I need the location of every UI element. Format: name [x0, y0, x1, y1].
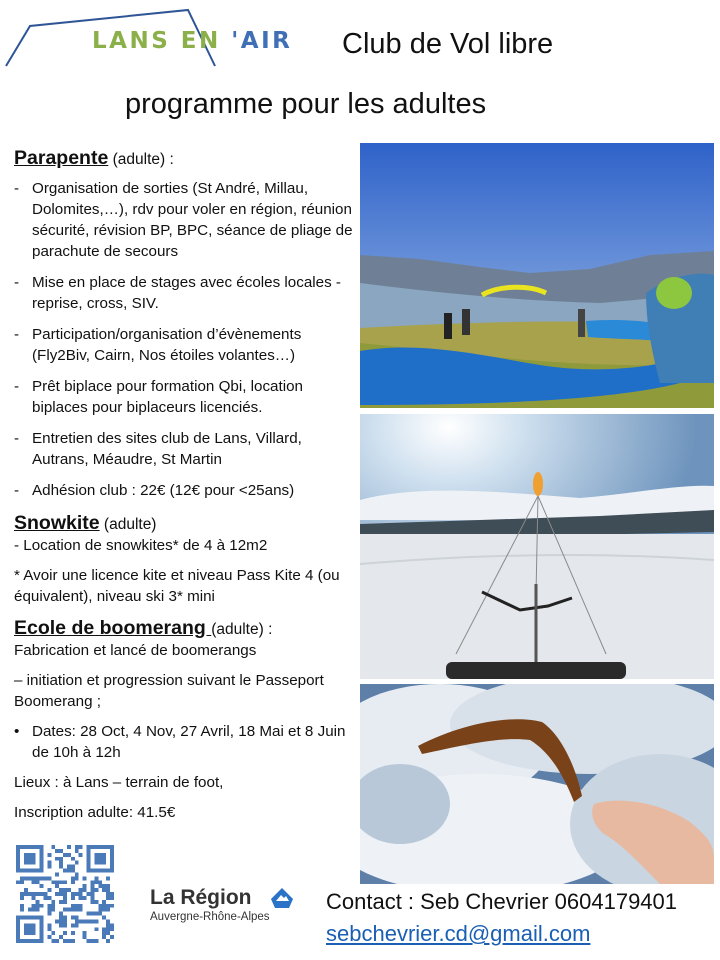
boomerang-heading-row — [14, 616, 354, 640]
program-text-column — [14, 146, 354, 832]
snowkite-heading: Snowkite — [14, 512, 100, 534]
parapente-item: - Prêt biplace pour formation Qbi, location biplaces pour biplaceurs licenciés. — [14, 376, 354, 418]
snowkite-note: (adulte) — [99, 516, 157, 533]
parapente-item: - Mise en place de stages avec écoles locales -reprise, cross, SIV. — [14, 272, 354, 314]
club-title: Club de Vol libre — [342, 28, 554, 60]
parapente-heading-row — [14, 146, 354, 170]
boomerang-dates-list — [14, 721, 354, 763]
snowkite-photo — [360, 414, 714, 679]
program-subtitle: programme pour les adultes — [125, 88, 487, 120]
boomerang-fabrication: Fabrication et lancé de boomerangs — [14, 642, 257, 659]
snowkite-heading-row — [14, 511, 354, 535]
boomerang-location: Lieux : à Lans – terrain de foot, — [14, 774, 224, 791]
snowkite-requirement: * Avoir une licence kite et niveau Pass Kite 4 (ou équivalent), niveau ski 3* mini — [14, 567, 340, 605]
boomerang-note: (adulte) : — [211, 621, 273, 638]
paragliding-photo — [360, 143, 714, 408]
region-name: La Région — [150, 886, 252, 909]
parapente-heading: Parapente — [14, 147, 109, 169]
snowkite-rental: - Location de snowkites* de 4 à 12m2 — [14, 537, 268, 554]
parapente-item: - Participation/organisation d’évènements (Fly2Biv, Cairn, Nos étoiles volantes…) — [14, 324, 354, 366]
logo-text-part2: 'AIR — [231, 28, 293, 54]
parapente-item: - Entretien des sites club de Lans, Villard, Autrans, Méaudre, St Martin — [14, 428, 354, 470]
boomerang-registration: Inscription adulte: 41.5€ — [14, 804, 176, 821]
lans-en-lair-logo — [92, 28, 292, 54]
qr-code[interactable] — [16, 845, 114, 943]
region-logo — [150, 886, 270, 923]
parapente-list — [14, 178, 354, 501]
parapente-note: (adulte) : — [108, 151, 174, 168]
logo-text-part1: LANS EN — [92, 28, 232, 54]
boomerang-dates: • Dates: 28 Oct, 4 Nov, 27 Avril, 18 Mai et 8 Juin de 10h à 12h — [14, 721, 354, 763]
contact-info: Contact : Seb Chevrier 0604179401 — [326, 889, 678, 914]
boomerang-initiation: – initiation et progression suivant le Passeport Boomerang ; — [14, 672, 324, 710]
region-subtitle: Auvergne-Rhône-Alpes — [150, 911, 270, 923]
boomerang-photo — [360, 684, 714, 884]
parapente-item: - Adhésion club : 22€ (12€ pour <25ans) — [14, 480, 354, 501]
parapente-item: - Organisation de sorties (St André, Millau, Dolomites,…), rdv pour voler en région, réunion sécurité, révision BP, BPC, séance de pliage de parachute de secours — [14, 178, 354, 262]
contact-email-link[interactable]: sebchevrier.cd@gmail.com — [326, 921, 591, 946]
region-mountain-icon — [270, 887, 294, 909]
boomerang-heading: Ecole de boomerang — [14, 617, 212, 639]
